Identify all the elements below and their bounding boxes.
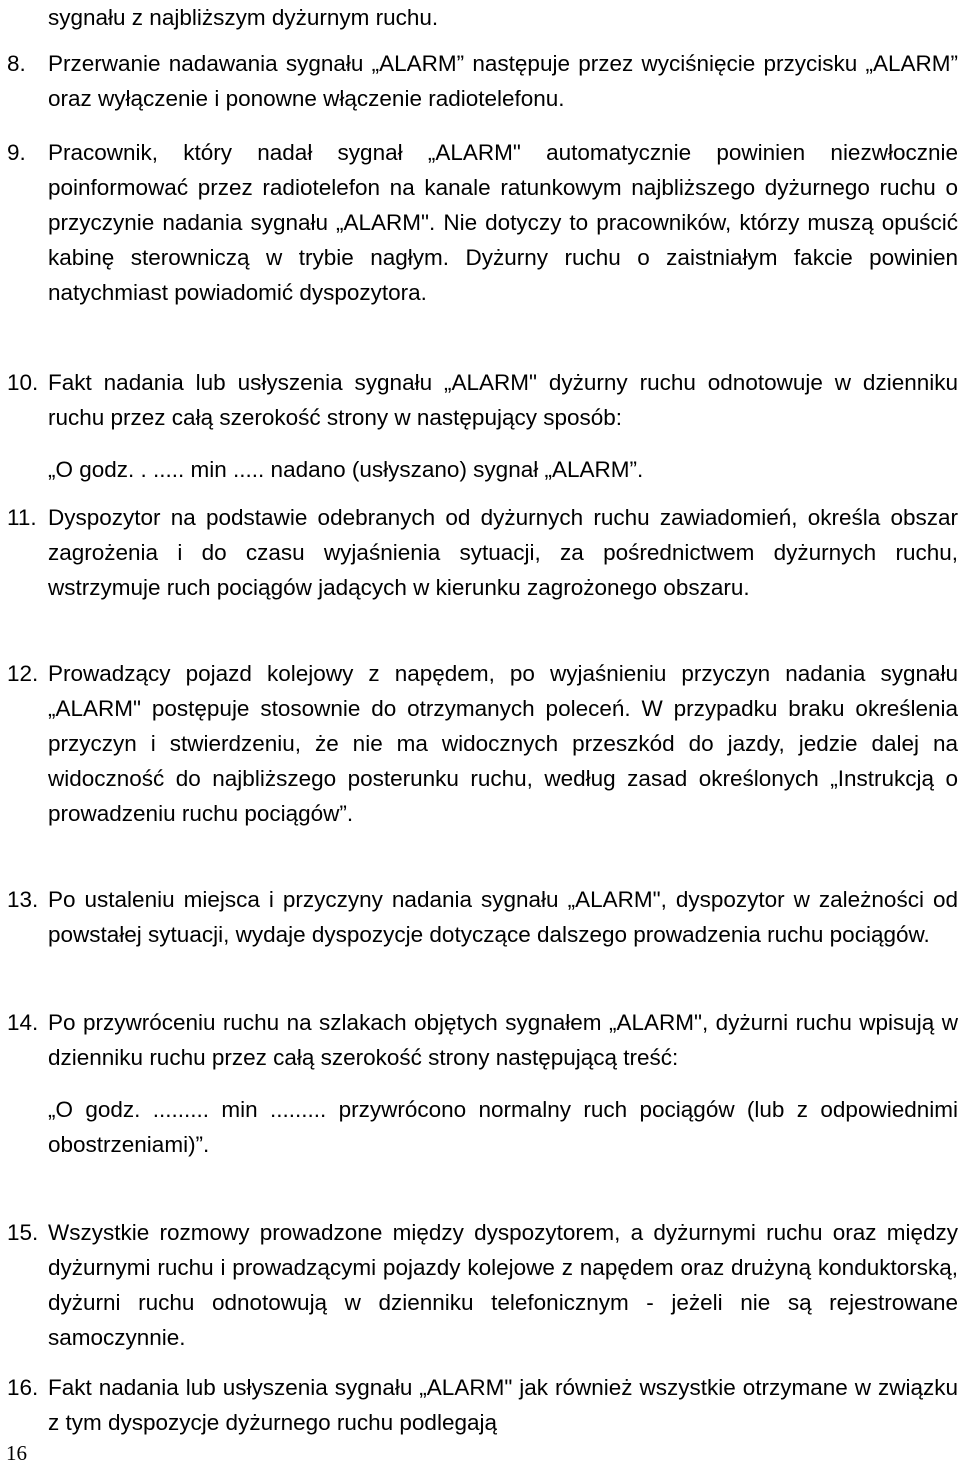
item-number: 12. <box>7 661 39 686</box>
item-text: Prowadzący pojazd kolejowy z napędem, po wyjaśnieniu przyczyn nadania sygnału „ALARM" postępuje stosownie do otrzymanych poleceń. W przypadku braku określenia przyczyn i stwierdzeniu, że nie ma widocznych przeszkód do jazdy, jedzie dalej na widoczność do najbliższego posterunku ruchu, według zasad określonych „Instrukcją o prowadzeniu ruchu pociągów”. <box>48 661 958 826</box>
item-text: Przerwanie nadawania sygnału „ALARM” następuje przez wyciśnięcie przycisku „ALARM” oraz wyłączenie i ponowne włączenie radiotelefonu. <box>48 51 958 111</box>
journal-entry-template: „O godz. ......... min ......... przywrócono normalny ruch pociągów (lub z odpowiednimi obostrzeniami)”. <box>48 1097 958 1157</box>
item-text: Fakt nadania lub usłyszenia sygnału „ALARM" dyżurny ruchu odnotowuje w dzienniku ruchu przez całą szerokość strony w następujący sposób: <box>48 370 958 430</box>
item-text: Po przywróceniu ruchu na szlakach objętych sygnałem „ALARM", dyżurni ruchu wpisują w dzienniku ruchu przez całą szerokość strony następującą treść: <box>48 1010 958 1070</box>
continuation-text: sygnału z najbliższym dyżurnym ruchu. <box>48 5 439 30</box>
item-body <box>48 1005 958 1162</box>
journal-entry-template: „O godz. . ..... min ..... nadano (usłyszano) sygnał „ALARM”. <box>48 457 644 482</box>
item-text: Pracownik, który nadał sygnał „ALARM" automatycznie powinien niezwłocznie poinformować przez radiotelefon na kanale ratunkowym najbliższego dyżurnego ruchu o przyczynie nadania sygnału „ALARM". Nie dotyczy to pracowników, którzy muszą opuścić kabinę sterowniczą w trybie nagłym. Dyżurny ruchu o zaistniałym fakcie powinien natychmiast powiadomić dyspozytora. <box>48 140 958 305</box>
item-number: 11. <box>7 505 37 530</box>
page-number: 16 <box>6 1441 27 1465</box>
item-text: Po ustaleniu miejsca i przyczyny nadania sygnału „ALARM", dyspozytor w zależności od powstałej sytuacji, wydaje dyspozycje dotyczące dalszego prowadzenia ruchu pociągów. <box>48 887 958 947</box>
item-number: 9. <box>7 140 26 165</box>
item-number: 13. <box>7 887 39 912</box>
item-text: Fakt nadania lub usłyszenia sygnału „ALARM" jak również wszystkie otrzymane w związku z tym dyspozycje dyżurnego ruchu podlegają <box>48 1375 958 1435</box>
item-number: 8. <box>7 51 26 76</box>
item-number: 10. <box>7 370 39 395</box>
item-body <box>48 365 958 487</box>
item-number: 16. <box>7 1375 39 1400</box>
item-number: 14. <box>7 1010 39 1035</box>
item-number: 15. <box>7 1220 39 1245</box>
item-text: Dyspozytor na podstawie odebranych od dyżurnych ruchu zawiadomień, określa obszar zagrożenia i do czasu wyjaśnienia sytuacji, za pośrednictwem dyżurnych ruchu, wstrzymuje ruch pociągów jadących w kierunku zagrożonego obszaru. <box>48 505 958 600</box>
item-text: Wszystkie rozmowy prowadzone między dyspozytorem, a dyżurnymi ruchu oraz między dyżurnymi ruchu i prowadzącymi pojazdy kolejowe z napędem oraz drużyną konduktorską, dyżurni ruchu odnotowują w dzienniku telefonicznym - jeżeli nie są rejestrowane samoczynnie. <box>48 1220 958 1350</box>
